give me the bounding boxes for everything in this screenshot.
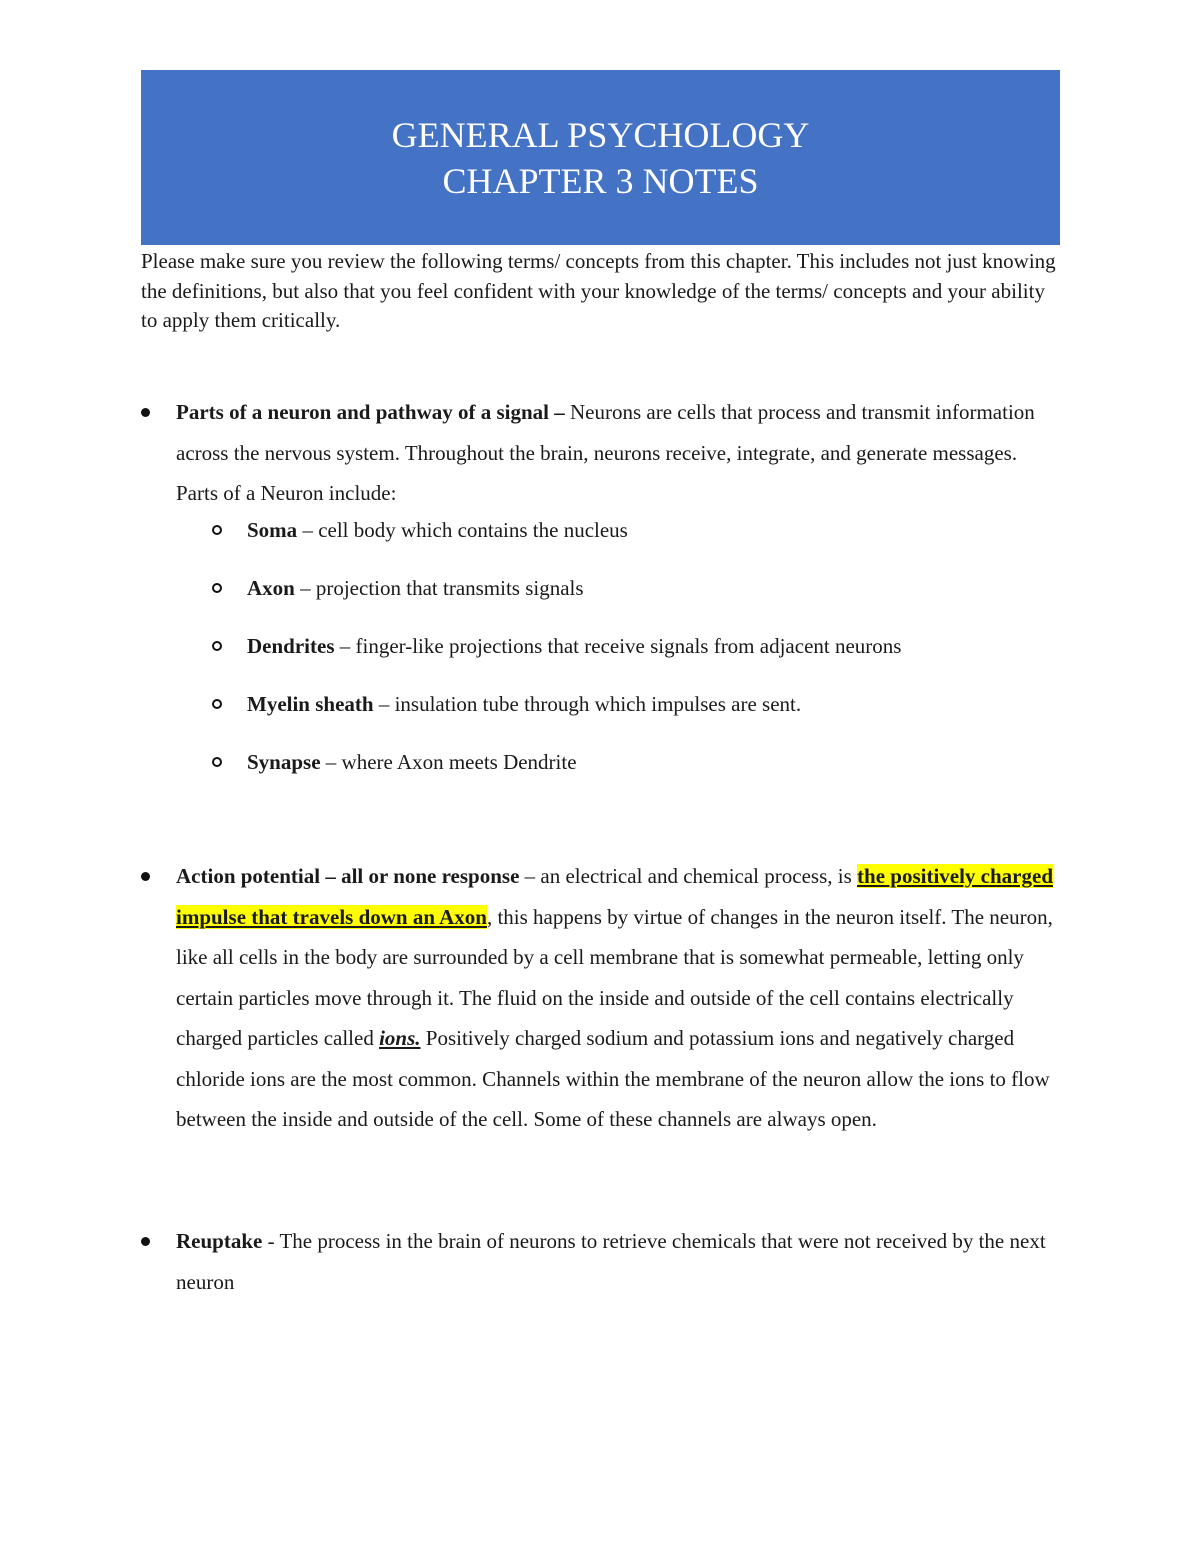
sub-bullet-ring [212,583,222,593]
def-myelin-sheath: – insulation tube through which impulses are sent. [373,692,802,716]
intro-paragraph: Please make sure you review the following terms/ concepts from this chapter. This includes not just knowing the definitions, but also that you feel confident with your knowledge of the terms/ concepts and your ability to apply them critically. [141,249,1056,332]
document-title-line-1: GENERAL PSYCHOLOGY [391,115,810,155]
term-reuptake: Reuptake [176,1229,263,1253]
reuptake-body: - The process in the brain of neurons to retrieve chemicals that were not received by the next neuron [176,1229,1046,1294]
bullet-dot [141,872,150,881]
highlighted-definition: the positively charged impulse that travels down an Axon [176,864,1053,929]
action-potential-mid: , this happens by virtue of changes in the neuron itself. The neuron, like all cells in the body are surrounded by a cell membrane that is somewhat permeable, letting only certain particles move through it. The fluid on the inside and outside of the cell contains electrically charged particles called [176,904,1053,1050]
neuron-body: Neurons are cells that process and transmit information across the nervous system. Throughout the brain, neurons receive, integrate, and generate messages. Parts of a Neuron include: [176,400,1035,505]
title-banner [141,70,1060,245]
document-title-line-2: CHAPTER 3 NOTES [442,161,759,201]
term-dendrites: Dendrites [247,634,335,658]
action-potential-post: Positively charged sodium and potassium ions and negatively charged chloride ions are the most common. Channels within the membrane of the neuron allow the ions to flow between the inside and outside of the cell. Some of these channels are always open. [176,1026,1050,1131]
term-soma: Soma [247,518,298,542]
term-myelin-sheath: Myelin sheath [247,692,374,716]
term-neuron: Parts of a neuron and pathway of a signal [176,400,549,424]
term-dash: – [549,400,570,424]
sub-bullet-ring [212,699,222,709]
bullet-neuron-text [176,392,1056,514]
def-axon: – projection that transmits signals [294,576,584,600]
def-synapse: – where Axon meets Dendrite [320,750,577,774]
action-potential-pre: – an electrical and chemical process, is [519,864,858,888]
bullet-dot [141,408,150,417]
sub-bullet-ring [212,525,222,535]
sub-bullet-ring [212,757,222,767]
sub-bullet-ring [212,641,222,651]
term-action-potential: Action potential – all or none response [176,864,520,888]
bullet-dot [141,1237,150,1246]
term-axon: Axon [247,576,295,600]
def-dendrites: – finger-like projections that receive signals from adjacent neurons [334,634,902,658]
bullet-action-potential-text [176,856,1056,1140]
bullet-reuptake-text [176,1221,1056,1302]
def-soma: – cell body which contains the nucleus [297,518,628,542]
term-synapse: Synapse [247,750,321,774]
term-ions: ions. [379,1026,421,1050]
